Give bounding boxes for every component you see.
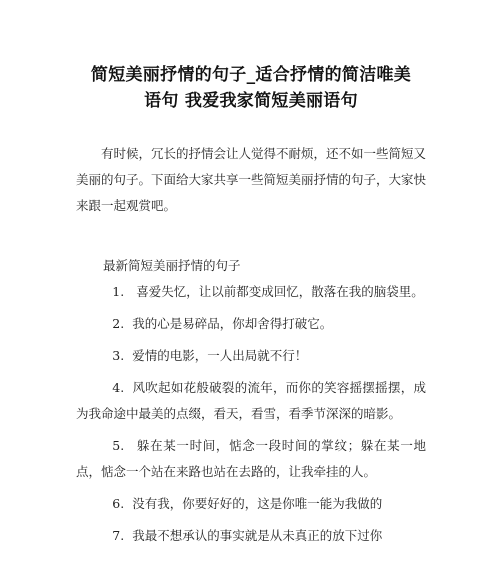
item-text: 躲在某一时间，惦念一段时间的掌纹；躲在某一地点，惦念一个站在来路也站在去路的，让我牵挂的人。	[76, 438, 426, 479]
item-text: 风吹起如花般破裂的流年，而你的笑容摇摆摇摆，成为我命途中最美的点缀，看天，看雪，看季节深深的暗影。	[76, 380, 426, 421]
list-item	[76, 523, 426, 549]
list-item	[76, 311, 426, 337]
list-item	[76, 433, 426, 485]
intro-paragraph: 有时候，冗长的抒情会让人觉得不耐烦，还不如一些简短又美丽的句子。下面给大家共享一些简短美丽抒情的句子，大家快来跟一起观赏吧。	[76, 146, 427, 213]
section-heading: 最新简短美丽抒情的句子	[103, 258, 241, 273]
item-text: 爱情的电影，一人出局就不行！	[132, 348, 308, 363]
intro-section	[76, 141, 426, 219]
item-number: 3.	[112, 348, 125, 363]
list-item	[76, 343, 426, 369]
sentence-list	[76, 279, 426, 549]
title-line-2: 语句 我爱我家简短美丽语句	[144, 91, 358, 111]
item-number: 2.	[112, 316, 125, 331]
item-text: 没有我，你要好好的，这是你唯一能为我做的	[132, 496, 383, 511]
item-text: 我最不想承认的事实就是从未真正的放下过你	[132, 528, 383, 543]
item-number: 7.	[112, 528, 125, 543]
item-text: 我的心是易碎品，你却舍得打破它。	[132, 316, 333, 331]
list-item	[76, 375, 426, 427]
list-item	[76, 491, 426, 517]
title-line-1: 简短美丽抒情的句子_适合抒情的简洁唯美	[90, 65, 412, 85]
item-number: 5.	[112, 438, 125, 453]
document-title	[76, 62, 426, 114]
item-number: 1.	[112, 284, 125, 299]
item-number: 6.	[112, 496, 125, 511]
item-text: 喜爱失忆，让以前都变成回忆，散落在我的脑袋里。	[136, 284, 424, 299]
list-item	[76, 279, 426, 305]
item-number: 4.	[112, 380, 125, 395]
